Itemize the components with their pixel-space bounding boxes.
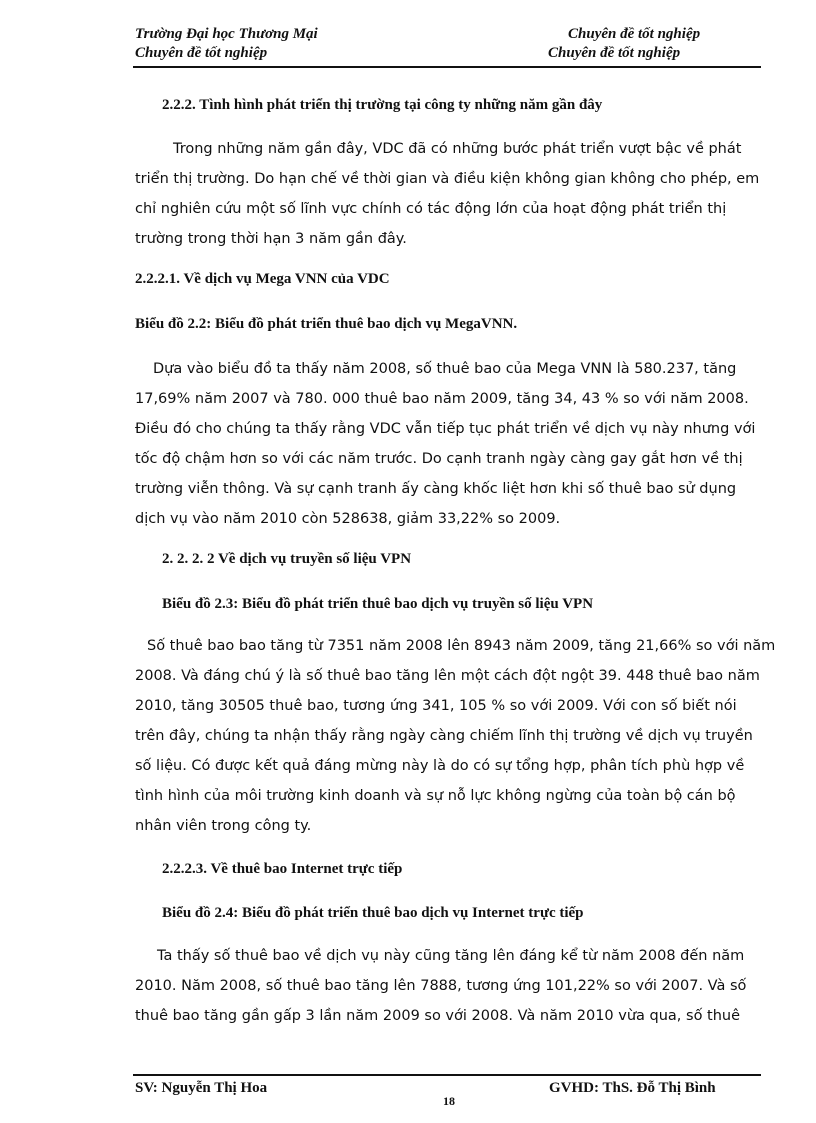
intro-line: trường trong thời hạn 3 năm gần đây.: [135, 231, 407, 247]
footer-supervisor: GVHD: ThS. Đỗ Thị Bình: [549, 1080, 716, 1096]
chart-caption-megavnn: Biểu đồ 2.2: Biểu đồ phát triển thuê bao dịch vụ MegaVNN.: [135, 316, 518, 332]
header-subtitle-left: Chuyên đề tốt nghiệp: [135, 45, 268, 61]
subsection-title-megavnn: 2.2.2.1. Về dịch vụ Mega VNN của VDC: [135, 271, 390, 287]
footer-divider: [133, 1074, 761, 1076]
paragraph-line: 2008. Và đáng chú ý là số thuê bao tăng lên một cách đột ngột 39. 448 thuê bao năm: [135, 668, 760, 684]
page-number: 18: [443, 1094, 455, 1108]
paragraph-line: 2010. Năm 2008, số thuê bao tăng lên 7888, tương ứng 101,22% so với 2007. Và số: [135, 978, 747, 994]
paragraph-line: dịch vụ vào năm 2010 còn 528638, giảm 33,22% so 2009.: [135, 511, 561, 527]
paragraph-line: 2010, tăng 30505 thuê bao, tương ứng 341, 105 % so với 2009. Với con số biết nói: [135, 698, 737, 714]
paragraph-line: Điều đó cho chúng ta thấy rằng VDC vẫn tiếp tục phát triển về dịch vụ này nhưng với: [135, 421, 756, 437]
paragraph-line: số liệu. Có được kết quả đáng mừng này là do có sự tổng hợp, phân tích phù hợp về: [135, 758, 745, 774]
paragraph-internet: [135, 941, 759, 1031]
intro-line: chỉ nghiên cứu một số lĩnh vực chính có tác động lớn của hoạt động phát triển thị: [135, 201, 727, 217]
header-divider: [133, 66, 761, 68]
subsection-title-internet: 2.2.2.3. Về thuê bao Internet trực tiếp: [162, 861, 403, 877]
paragraph-megavnn: [135, 354, 759, 534]
footer-student: SV: Nguyễn Thị Hoa: [135, 1080, 268, 1096]
subsection-title-vpn: 2. 2. 2. 2 Về dịch vụ truyền số liệu VPN: [162, 551, 412, 567]
paragraph-line: trên đây, chúng ta nhận thấy rằng ngày càng chiếm lĩnh thị trường về dịch vụ truyền: [135, 728, 753, 744]
paragraph-line: 17,69% năm 2007 và 780. 000 thuê bao năm 2009, tăng 34, 43 % so với năm 2008.: [135, 391, 749, 407]
chart-caption-internet: Biểu đồ 2.4: Biểu đồ phát triển thuê bao dịch vụ Internet trực tiếp: [162, 905, 584, 921]
paragraph-vpn: [135, 631, 776, 841]
intro-line: Trong những năm gần đây, VDC đã có những bước phát triển vượt bậc về phát: [173, 141, 742, 157]
paragraph-line: tình hình của môi trường kinh doanh và sự nỗ lực không ngừng của toàn bộ cán bộ: [135, 788, 736, 804]
paragraph-line: tốc độ chậm hơn so với các năm trước. Do cạnh tranh ngày càng gay gắt hơn về thị: [135, 451, 743, 467]
paragraph-line: nhân viên trong công ty.: [135, 818, 312, 834]
chart-caption-vpn: Biểu đồ 2.3: Biểu đồ phát triển thuê bao dịch vụ truyền số liệu VPN: [162, 596, 594, 612]
paragraph-line: Ta thấy số thuê bao về dịch vụ này cũng tăng lên đáng kể từ năm 2008 đến năm: [157, 948, 745, 964]
intro-paragraph: [135, 134, 759, 254]
header-subtitle-right: Chuyên đề tốt nghiệp: [548, 45, 681, 61]
paragraph-line: trường viễn thông. Và sự cạnh tranh ấy càng khốc liệt hơn khi số thuê bao sử dụng: [135, 481, 737, 497]
paragraph-line: Số thuê bao bao tăng từ 7351 năm 2008 lên 8943 năm 2009, tăng 21,66% so với năm: [147, 638, 776, 654]
section-title: 2.2.2. Tình hình phát triển thị trường tại công ty những năm gần đây: [162, 97, 603, 113]
intro-line: triển thị trường. Do hạn chế về thời gian và điều kiện không gian không cho phép, em: [135, 171, 760, 187]
paragraph-line: Dựa vào biểu đồ ta thấy năm 2008, số thuê bao của Mega VNN là 580.237, tăng: [153, 361, 737, 377]
header-school-name: Trường Đại học Thương Mại: [135, 26, 318, 42]
paragraph-line: thuê bao tăng gần gấp 3 lần năm 2009 so với 2008. Và năm 2010 vừa qua, số thuê: [135, 1008, 741, 1024]
header-title-right: Chuyên đề tốt nghiệp: [568, 26, 701, 42]
